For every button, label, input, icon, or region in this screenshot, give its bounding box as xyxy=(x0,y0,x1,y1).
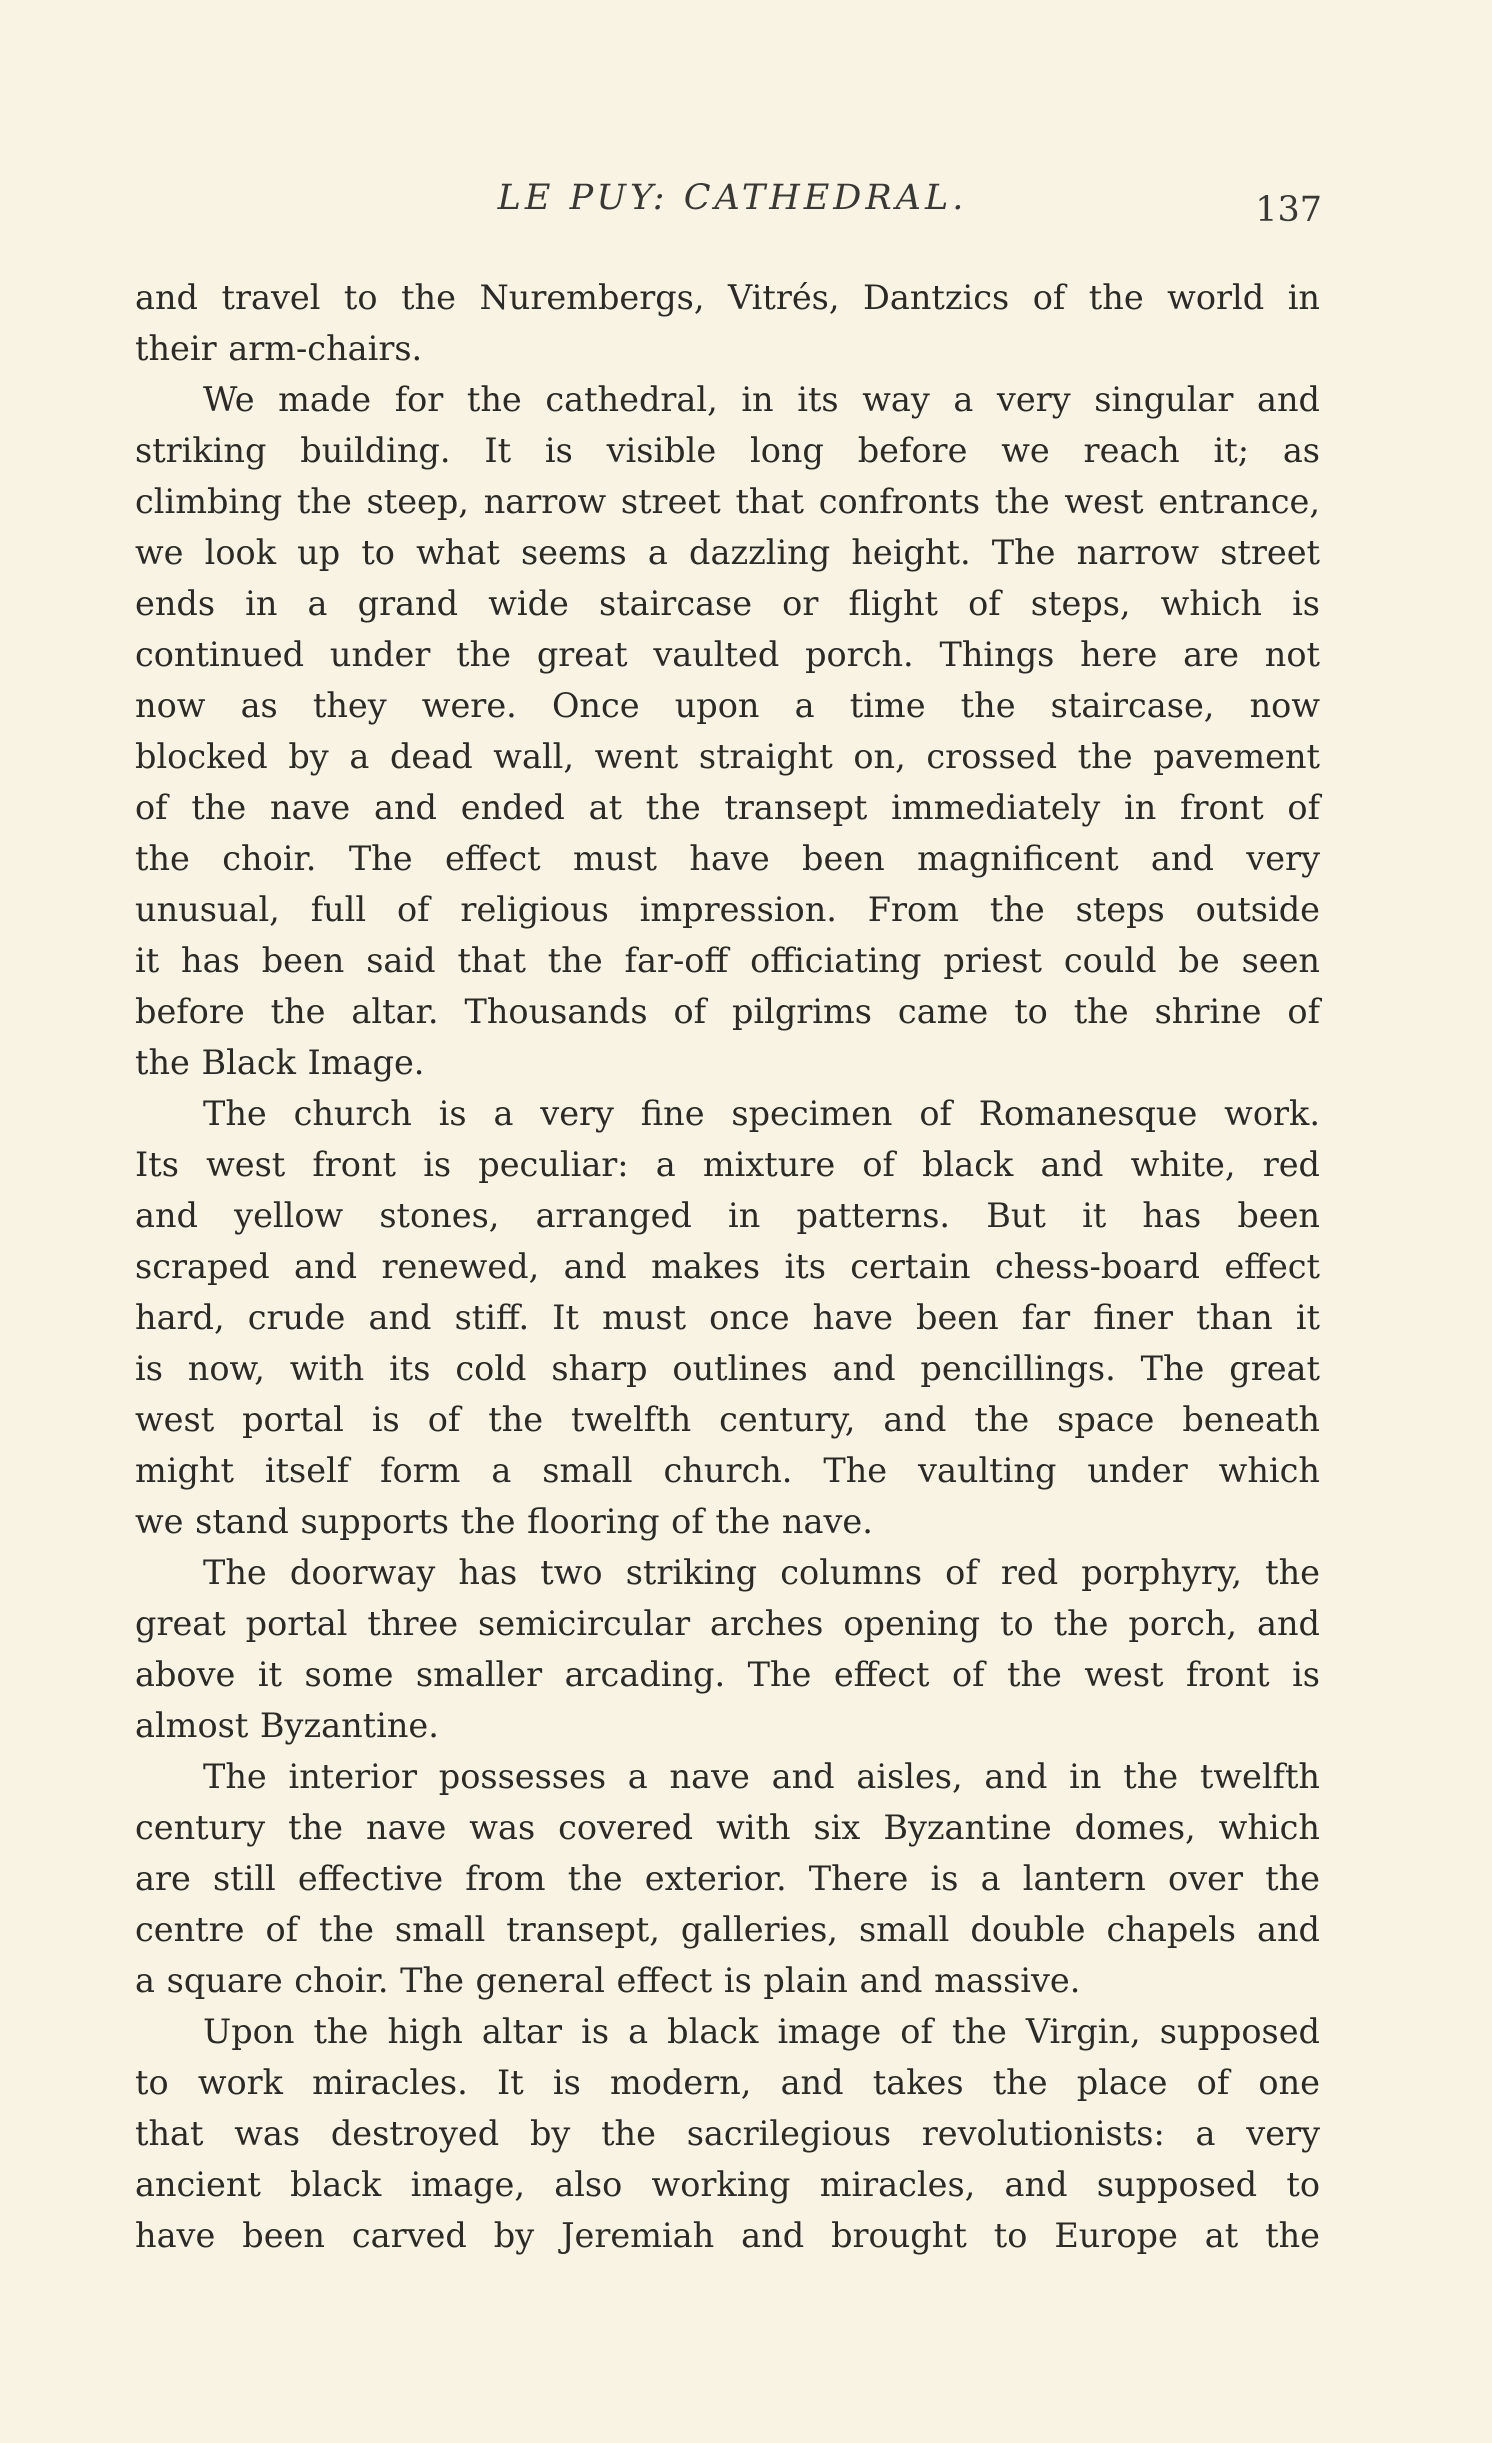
text-line: continued under the great vaulted porch. Things here are not xyxy=(135,635,1320,674)
text-line: the choir. The effect must have been magnificent and very xyxy=(135,839,1320,878)
running-title: LE PUY: CATHEDRAL. xyxy=(497,178,968,218)
text-line: century the nave was covered with six Byzantine domes, which xyxy=(135,1808,1320,1847)
text-line: unusual, full of religious impression. From the steps outside xyxy=(135,890,1320,929)
text-line: we look up to what seems a dazzling height. The narrow street xyxy=(135,533,1320,572)
text-line: to work miracles. It is modern, and takes the place of one xyxy=(135,2063,1320,2102)
text-line: now as they were. Once upon a time the staircase, now xyxy=(135,686,1320,725)
text-line: great portal three semicircular arches opening to the porch, and xyxy=(135,1604,1320,1643)
text-line: striking building. It is visible long before we reach it; as xyxy=(135,431,1320,470)
text-line: their arm-chairs. xyxy=(135,329,423,368)
text-line: almost Byzantine. xyxy=(135,1706,439,1745)
text-line: The doorway has two striking columns of red porphyry, the xyxy=(203,1553,1320,1592)
text-line: Its west front is peculiar: a mixture of black and white, red xyxy=(135,1145,1320,1184)
text-line: climbing the steep, narrow street that confronts the west entrance, xyxy=(135,482,1320,521)
text-line: are still effective from the exterior. There is a lantern over the xyxy=(135,1859,1320,1898)
text-line: above it some smaller arcading. The effect of the west front is xyxy=(135,1655,1320,1694)
text-line: before the altar. Thousands of pilgrims came to the shrine of xyxy=(135,992,1320,1031)
text-line: of the nave and ended at the transept immediately in front of xyxy=(135,788,1320,827)
text-line: The church is a very fine specimen of Romanesque work. xyxy=(203,1094,1320,1133)
text-line: ancient black image, also working miracles, and supposed to xyxy=(135,2165,1320,2204)
page-number: 137 xyxy=(1255,190,1322,230)
text-line: The interior possesses a nave and aisles, and in the twelfth xyxy=(203,1757,1320,1796)
body-text xyxy=(135,272,1320,2261)
text-line: we stand supports the flooring of the nave. xyxy=(135,1502,873,1541)
text-line: might itself form a small church. The vaulting under which xyxy=(135,1451,1320,1490)
text-line: is now, with its cold sharp outlines and pencillings. The great xyxy=(135,1349,1320,1388)
text-line: it has been said that the far-off officiating priest could be seen xyxy=(135,941,1320,980)
text-line: We made for the cathedral, in its way a very singular and xyxy=(203,380,1320,419)
text-line: and yellow stones, arranged in patterns. But it has been xyxy=(135,1196,1320,1235)
text-line: west portal is of the twelfth century, and the space beneath xyxy=(135,1400,1320,1439)
text-line: the Black Image. xyxy=(135,1043,425,1082)
text-line: blocked by a dead wall, went straight on, crossed the pavement xyxy=(135,737,1320,776)
running-head xyxy=(135,178,1330,228)
text-line: that was destroyed by the sacrilegious revolutionists: a very xyxy=(135,2114,1320,2153)
text-line: a square choir. The general effect is plain and massive. xyxy=(135,1961,1081,2000)
text-line: have been carved by Jeremiah and brought to Europe at the xyxy=(135,2216,1320,2255)
text-line: scraped and renewed, and makes its certain chess-board effect xyxy=(135,1247,1320,1286)
text-line: hard, crude and stiff. It must once have been far finer than it xyxy=(135,1298,1320,1337)
text-line: and travel to the Nurembergs, Vitrés, Dantzics of the world in xyxy=(135,278,1320,317)
text-line: ends in a grand wide staircase or flight of steps, which is xyxy=(135,584,1320,623)
text-line: Upon the high altar is a black image of the Virgin, supposed xyxy=(203,2012,1320,2051)
text-line: centre of the small transept, galleries, small double chapels and xyxy=(135,1910,1320,1949)
